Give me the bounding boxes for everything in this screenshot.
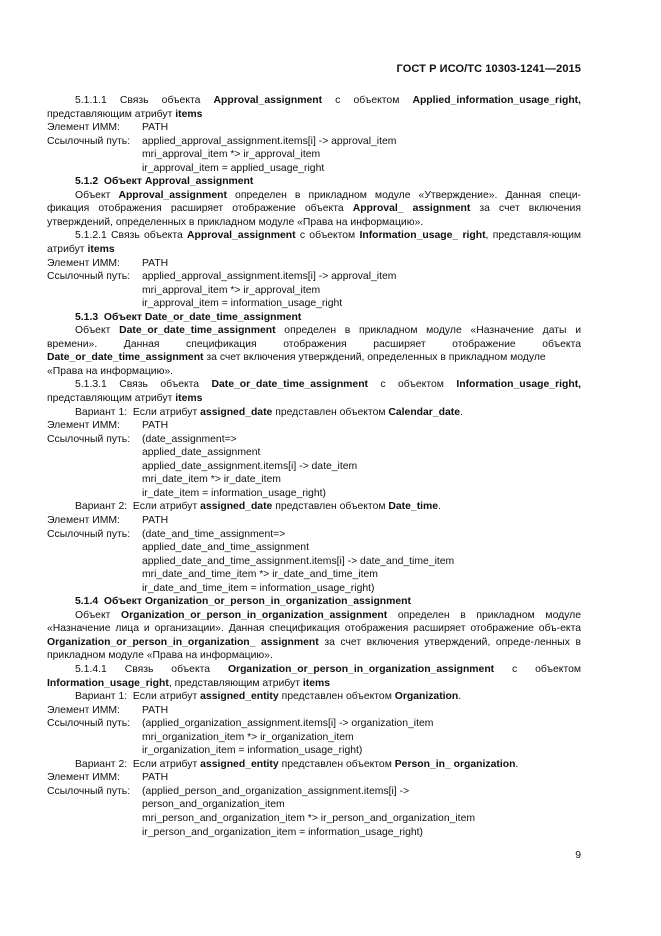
mim-element-row: Элемент ИММ: PATH	[47, 772, 169, 784]
reference-path-line: ir_date_item = information_usage_right)	[142, 487, 326, 499]
reference-path-line: applied_date_assignment	[142, 447, 261, 459]
reference-path-line: ir_person_and_organization_item = information_usage_right)	[142, 826, 424, 838]
document-body	[47, 94, 581, 839]
reference-path-line: ir_organization_item = information_usage_right)	[142, 745, 363, 757]
section-5-1-1-1-heading: 5.1.1.1 Связь объекта Approval_assignment с объектом Applied_information_usage_right,	[75, 95, 582, 106]
reference-path-line: mri_approval_item *> ir_approval_item	[142, 149, 321, 161]
variant-1-line: Вариант 1: Если атрибут assigned_date представлен объектом Calendar_date.	[75, 406, 463, 418]
variant-2-line: Вариант 2: Если атрибут assigned_entity представлен объектом Person_in_ organization.	[75, 758, 519, 770]
reference-path-line: mri_approval_item *> ir_approval_item	[142, 284, 321, 296]
section-5-1-1-1-heading-cont: представляющим атрибут items	[47, 108, 203, 120]
reference-path-row: Ссылочный путь: (applied_organization_assignment.items[i] -> organization_item	[47, 718, 434, 730]
section-5-1-2-paragraph: Объект Approval_assignment определен в прикладном модуле «Утверждение». Данная специ-фикация отображения расширяет отображение объекта Approval_ assignment за счет включения утверждений, определенных в прикладном модуле «Права на информацию».	[47, 189, 582, 228]
reference-path-row: Ссылочный путь: applied_approval_assignment.items[i] -> approval_item	[47, 135, 397, 147]
mim-element-row: Элемент ИММ: PATH	[47, 257, 169, 269]
section-5-1-4-title: 5.1.4 Объект Organization_or_person_in_organization_assignment	[75, 596, 411, 608]
section-5-1-3-title: 5.1.3 Объект Date_or_date_time_assignment	[75, 311, 302, 323]
reference-path-line: mri_date_item *> ir_date_item	[142, 474, 281, 486]
section-5-1-3-1-heading-cont: представляющим атрибут items	[47, 393, 203, 405]
reference-path-row: Ссылочный путь: (applied_person_and_organization_assignment.items[i] ->	[47, 785, 410, 797]
reference-path-line: person_and_organization_item	[142, 799, 285, 811]
section-5-1-4-paragraph: Объект Organization_or_person_in_organization_assignment определен в прикладном модуле «Назначение лица и организации». Данная спецификация отображения расширяет отображение объ-екта Organization_or_person_in_organization_ assignment за счет включения утверждений, опреде-ленных в прикладном модуле «Права на информацию».	[47, 609, 582, 662]
variant-2-line: Вариант 2: Если атрибут assigned_date представлен объектом Date_time.	[75, 501, 441, 513]
reference-path-line: ir_approval_item = information_usage_right	[142, 298, 343, 310]
reference-path-row: Ссылочный путь: (date_and_time_assignment=>	[47, 528, 286, 540]
reference-path-row: Ссылочный путь: applied_approval_assignment.items[i] -> approval_item	[47, 271, 397, 283]
reference-path-row: Ссылочный путь: (date_assignment=>	[47, 433, 237, 445]
section-5-1-2-title: 5.1.2 Объект Approval_assignment	[75, 176, 254, 188]
mim-element-row: Элемент ИММ: PATH	[47, 514, 169, 526]
variant-1-line: Вариант 1: Если атрибут assigned_entity представлен объектом Organization.	[75, 691, 462, 703]
section-5-1-3-1-heading: 5.1.3.1 Связь объекта Date_or_date_time_assignment с объектом Information_usage_right,	[75, 379, 582, 391]
reference-path-line: applied_date_and_time_assignment.items[i] -> date_and_time_item	[142, 555, 455, 567]
section-5-1-3-paragraph-cont: «Права на информацию».	[47, 365, 174, 377]
mim-element-row: Элемент ИММ: PATH	[47, 704, 169, 716]
mim-element-row: Элемент ИММ: PATH	[47, 122, 169, 134]
reference-path-line: ir_approval_item = applied_usage_right	[142, 162, 325, 174]
reference-path-line: applied_date_assignment.items[i] -> date_item	[142, 460, 358, 472]
reference-path-line: mri_date_and_time_item *> ir_date_and_time_item	[142, 569, 378, 581]
page-number: 9	[575, 850, 581, 861]
reference-path-line: mri_organization_item *> ir_organization_item	[142, 731, 354, 743]
reference-path-line: applied_date_and_time_assignment	[142, 542, 309, 554]
document-header: ГОСТ Р ИСО/ТС 10303-1241—2015	[396, 63, 581, 75]
reference-path-line: ir_date_and_time_item = information_usage_right)	[142, 582, 375, 594]
section-5-1-3-paragraph: Объект Date_or_date_time_assignment определен в прикладном модуле «Назначение даты и времени». Данная спецификация отображения расширяет отображение объекта Date_or_date_time_assignment за счет включения утверждений, определенных в прикладном модуле	[47, 325, 581, 364]
section-5-1-2-1-heading: 5.1.2.1 Связь объекта Approval_assignment с объектом Information_usage_ right, представля-ющим атрибут items	[47, 230, 582, 256]
section-5-1-4-1-heading: 5.1.4.1 Связь объекта Organization_or_person_in_organization_assignment с объектом Information_usage_right, представляющим атрибут items	[47, 663, 582, 689]
reference-path-line: mri_person_and_organization_item *> ir_person_and_organization_item	[142, 812, 476, 824]
mim-element-row: Элемент ИММ: PATH	[47, 420, 169, 432]
